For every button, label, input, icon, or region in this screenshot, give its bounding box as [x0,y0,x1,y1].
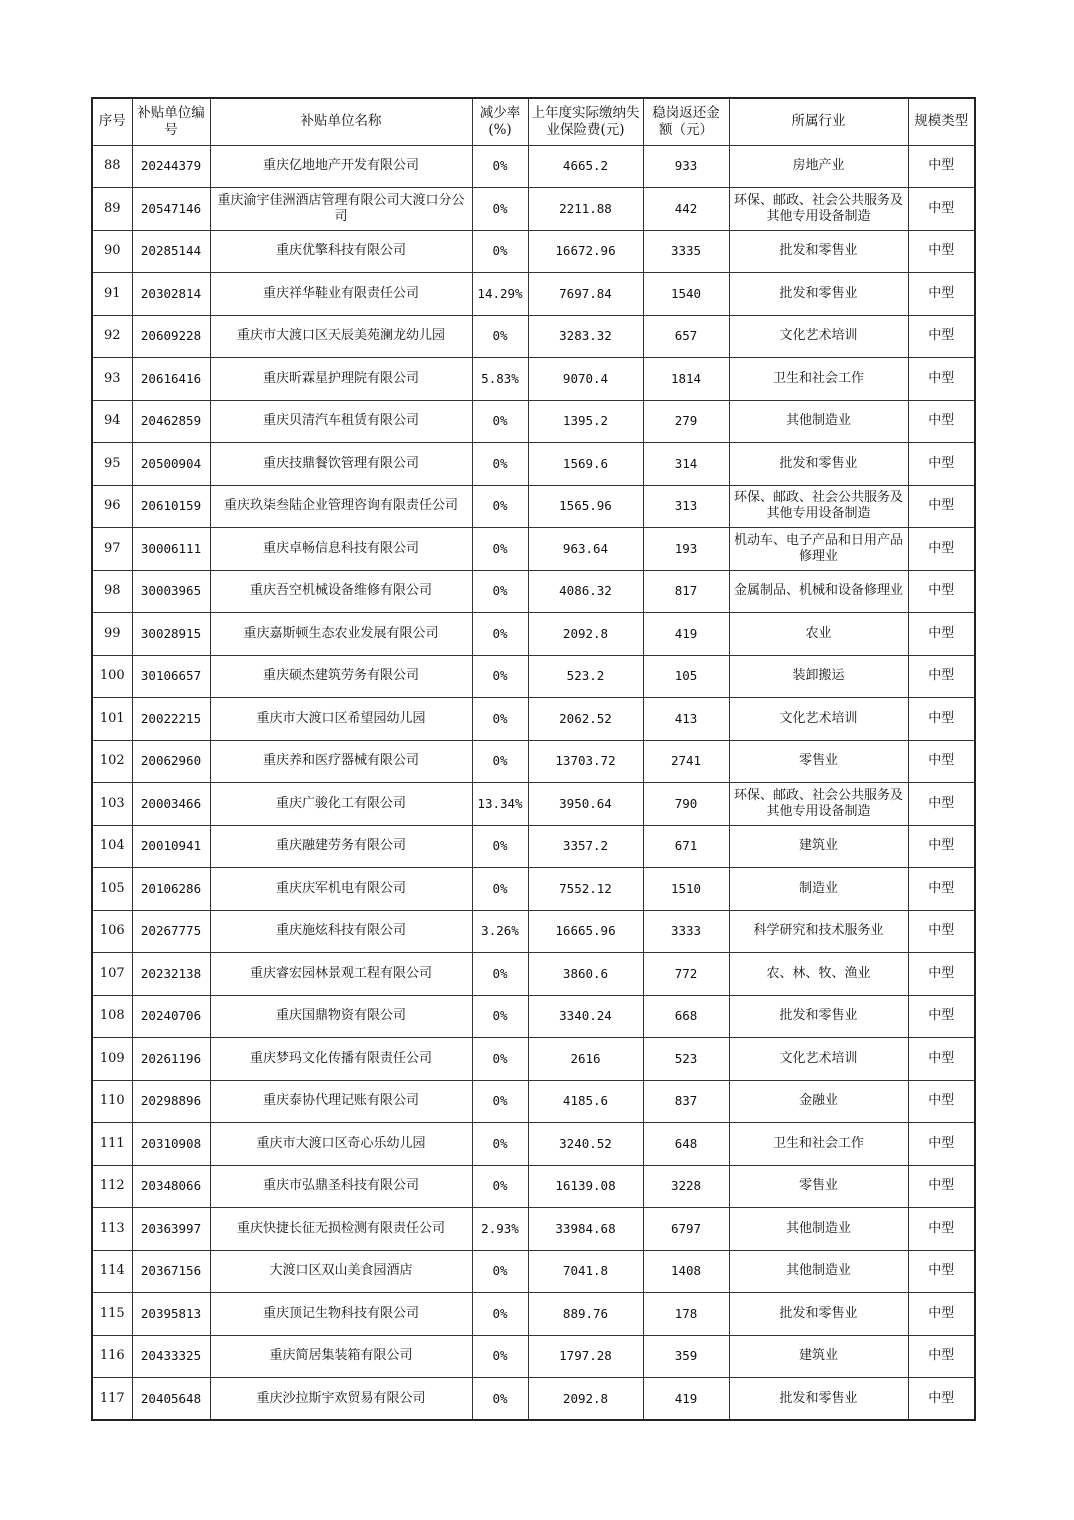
seq-cell: 97 [92,528,132,571]
table-row [92,1293,975,1336]
rate-cell: 0% [472,188,528,231]
code-cell: 30003965 [132,570,210,613]
industry-cell: 批发和零售业 [729,230,908,273]
industry-cell: 其他制造业 [729,400,908,443]
header-refund: 稳岗返还金额（元） [643,98,729,145]
code-cell: 20462859 [132,400,210,443]
industry-cell: 环保、邮政、社会公共服务及其他专用设备制造 [729,188,908,231]
name-cell: 重庆施炫科技有限公司 [210,910,472,953]
industry-cell: 文化艺术培训 [729,698,908,741]
header-seq: 序号 [92,98,132,145]
fee-cell: 16665.96 [528,910,643,953]
refund-cell: 359 [643,1335,729,1378]
refund-cell: 817 [643,570,729,613]
header-row [92,98,975,145]
scale-cell: 中型 [908,655,975,698]
rate-cell: 0% [472,1378,528,1421]
fee-cell: 889.76 [528,1293,643,1336]
code-cell: 20616416 [132,358,210,401]
rate-cell: 0% [472,868,528,911]
refund-cell: 772 [643,953,729,996]
code-cell: 20022215 [132,698,210,741]
industry-cell: 文化艺术培训 [729,1038,908,1081]
refund-cell: 1814 [643,358,729,401]
code-cell: 20405648 [132,1378,210,1421]
code-cell: 20367156 [132,1250,210,1293]
industry-cell: 其他制造业 [729,1208,908,1251]
name-cell: 重庆亿地地产开发有限公司 [210,145,472,188]
table-row [92,1335,975,1378]
rate-cell: 13.34% [472,783,528,826]
rate-cell: 0% [472,825,528,868]
name-cell: 重庆市大渡口区希望园幼儿园 [210,698,472,741]
industry-cell: 科学研究和技术服务业 [729,910,908,953]
refund-cell: 1408 [643,1250,729,1293]
table-row [92,1123,975,1166]
fee-cell: 3340.24 [528,995,643,1038]
rate-cell: 0% [472,443,528,486]
code-cell: 30006111 [132,528,210,571]
refund-cell: 668 [643,995,729,1038]
fee-cell: 7041.8 [528,1250,643,1293]
rate-cell: 2.93% [472,1208,528,1251]
fee-cell: 2092.8 [528,613,643,656]
seq-cell: 93 [92,358,132,401]
seq-cell: 110 [92,1080,132,1123]
table-row [92,740,975,783]
table-row [92,613,975,656]
name-cell: 重庆吾空机械设备维修有限公司 [210,570,472,613]
table-row [92,1038,975,1081]
scale-cell: 中型 [908,528,975,571]
code-cell: 30028915 [132,613,210,656]
table-row [92,910,975,953]
name-cell: 重庆市弘鼎圣科技有限公司 [210,1165,472,1208]
refund-cell: 671 [643,825,729,868]
industry-cell: 农业 [729,613,908,656]
table-row [92,1080,975,1123]
industry-cell: 批发和零售业 [729,443,908,486]
code-cell: 20244379 [132,145,210,188]
code-cell: 20609228 [132,315,210,358]
fee-cell: 4185.6 [528,1080,643,1123]
industry-cell: 批发和零售业 [729,1378,908,1421]
name-cell: 重庆昕霖星护理院有限公司 [210,358,472,401]
industry-cell: 机动车、电子产品和日用产品修理业 [729,528,908,571]
code-cell: 20500904 [132,443,210,486]
name-cell: 重庆融建劳务有限公司 [210,825,472,868]
seq-cell: 115 [92,1293,132,1336]
seq-cell: 114 [92,1250,132,1293]
industry-cell: 金融业 [729,1080,908,1123]
industry-cell: 农、林、牧、渔业 [729,953,908,996]
seq-cell: 88 [92,145,132,188]
scale-cell: 中型 [908,570,975,613]
scale-cell: 中型 [908,995,975,1038]
rate-cell: 0% [472,1038,528,1081]
refund-cell: 3228 [643,1165,729,1208]
scale-cell: 中型 [908,783,975,826]
fee-cell: 33984.68 [528,1208,643,1251]
seq-cell: 106 [92,910,132,953]
refund-cell: 3333 [643,910,729,953]
industry-cell: 零售业 [729,1165,908,1208]
table-row [92,825,975,868]
scale-cell: 中型 [908,1208,975,1251]
table-row [92,400,975,443]
rate-cell: 0% [472,485,528,528]
refund-cell: 837 [643,1080,729,1123]
table-row [92,1208,975,1251]
name-cell: 重庆优擎科技有限公司 [210,230,472,273]
name-cell: 重庆硕杰建筑劳务有限公司 [210,655,472,698]
refund-cell: 105 [643,655,729,698]
industry-cell: 文化艺术培训 [729,315,908,358]
fee-cell: 1395.2 [528,400,643,443]
scale-cell: 中型 [908,1080,975,1123]
rate-cell: 3.26% [472,910,528,953]
code-cell: 20363997 [132,1208,210,1251]
table-row [92,868,975,911]
scale-cell: 中型 [908,145,975,188]
table-row [92,443,975,486]
fee-cell: 2616 [528,1038,643,1081]
header-code: 补贴单位编号 [132,98,210,145]
name-cell: 重庆广骏化工有限公司 [210,783,472,826]
code-cell: 20610159 [132,485,210,528]
seq-cell: 109 [92,1038,132,1081]
seq-cell: 102 [92,740,132,783]
scale-cell: 中型 [908,698,975,741]
seq-cell: 91 [92,273,132,316]
scale-cell: 中型 [908,910,975,953]
table-row [92,273,975,316]
refund-cell: 413 [643,698,729,741]
scale-cell: 中型 [908,188,975,231]
name-cell: 重庆市大渡口区天辰美苑澜龙幼儿园 [210,315,472,358]
fee-cell: 4665.2 [528,145,643,188]
industry-cell: 建筑业 [729,825,908,868]
industry-cell: 制造业 [729,868,908,911]
refund-cell: 657 [643,315,729,358]
header-fee: 上年度实际缴纳失业保险费(元) [528,98,643,145]
table-row [92,528,975,571]
industry-cell: 卫生和社会工作 [729,358,908,401]
rate-cell: 5.83% [472,358,528,401]
rate-cell: 0% [472,613,528,656]
scale-cell: 中型 [908,1293,975,1336]
refund-cell: 1510 [643,868,729,911]
scale-cell: 中型 [908,613,975,656]
table-body [92,145,975,1420]
industry-cell: 其他制造业 [729,1250,908,1293]
name-cell: 重庆渝宇佳洲酒店管理有限公司大渡口分公司 [210,188,472,231]
fee-cell: 1565.96 [528,485,643,528]
name-cell: 重庆国鼎物资有限公司 [210,995,472,1038]
table-row [92,570,975,613]
name-cell: 重庆庆军机电有限公司 [210,868,472,911]
refund-cell: 2741 [643,740,729,783]
industry-cell: 环保、邮政、社会公共服务及其他专用设备制造 [729,485,908,528]
name-cell: 重庆养和医疗器械有限公司 [210,740,472,783]
table-row [92,1378,975,1421]
refund-cell: 419 [643,613,729,656]
rate-cell: 0% [472,1293,528,1336]
scale-cell: 中型 [908,868,975,911]
seq-cell: 99 [92,613,132,656]
seq-cell: 92 [92,315,132,358]
fee-cell: 523.2 [528,655,643,698]
rate-cell: 0% [472,740,528,783]
fee-cell: 4086.32 [528,570,643,613]
fee-cell: 9070.4 [528,358,643,401]
code-cell: 20395813 [132,1293,210,1336]
table-row [92,1165,975,1208]
table-row [92,783,975,826]
code-cell: 20261196 [132,1038,210,1081]
code-cell: 20298896 [132,1080,210,1123]
seq-cell: 89 [92,188,132,231]
refund-cell: 313 [643,485,729,528]
rate-cell: 0% [472,655,528,698]
refund-cell: 314 [643,443,729,486]
name-cell: 重庆卓畅信息科技有限公司 [210,528,472,571]
name-cell: 重庆沙拉斯宇欢贸易有限公司 [210,1378,472,1421]
fee-cell: 16672.96 [528,230,643,273]
table-row [92,655,975,698]
code-cell: 20310908 [132,1123,210,1166]
scale-cell: 中型 [908,273,975,316]
seq-cell: 98 [92,570,132,613]
fee-cell: 1569.6 [528,443,643,486]
name-cell: 重庆贝清汽车租赁有限公司 [210,400,472,443]
refund-cell: 523 [643,1038,729,1081]
seq-cell: 112 [92,1165,132,1208]
name-cell: 重庆泰协代理记账有限公司 [210,1080,472,1123]
name-cell: 重庆玖柒叁陆企业管理咨询有限责任公司 [210,485,472,528]
scale-cell: 中型 [908,1123,975,1166]
fee-cell: 3283.32 [528,315,643,358]
refund-cell: 790 [643,783,729,826]
name-cell: 大渡口区双山美食园酒店 [210,1250,472,1293]
seq-cell: 105 [92,868,132,911]
name-cell: 重庆睿宏园林景观工程有限公司 [210,953,472,996]
code-cell: 20547146 [132,188,210,231]
industry-cell: 房地产业 [729,145,908,188]
rate-cell: 0% [472,1080,528,1123]
scale-cell: 中型 [908,740,975,783]
refund-cell: 279 [643,400,729,443]
name-cell: 重庆祥华鞋业有限责任公司 [210,273,472,316]
seq-cell: 116 [92,1335,132,1378]
code-cell: 20433325 [132,1335,210,1378]
seq-cell: 104 [92,825,132,868]
header-industry: 所属行业 [729,98,908,145]
refund-cell: 3335 [643,230,729,273]
refund-cell: 648 [643,1123,729,1166]
fee-cell: 3950.64 [528,783,643,826]
scale-cell: 中型 [908,1250,975,1293]
table-row [92,485,975,528]
fee-cell: 3860.6 [528,953,643,996]
code-cell: 20062960 [132,740,210,783]
fee-cell: 1797.28 [528,1335,643,1378]
table-row [92,188,975,231]
code-cell: 20010941 [132,825,210,868]
table-row [92,315,975,358]
name-cell: 重庆简居集装箱有限公司 [210,1335,472,1378]
rate-cell: 0% [472,1250,528,1293]
seq-cell: 101 [92,698,132,741]
code-cell: 20106286 [132,868,210,911]
code-cell: 20240706 [132,995,210,1038]
table-row [92,145,975,188]
refund-cell: 933 [643,145,729,188]
refund-cell: 6797 [643,1208,729,1251]
rate-cell: 0% [472,570,528,613]
name-cell: 重庆嘉斯顿生态农业发展有限公司 [210,613,472,656]
table-row [92,953,975,996]
seq-cell: 96 [92,485,132,528]
table-row [92,230,975,273]
rate-cell: 0% [472,315,528,358]
seq-cell: 95 [92,443,132,486]
code-cell: 20232138 [132,953,210,996]
fee-cell: 963.64 [528,528,643,571]
header-rate: 减少率(%) [472,98,528,145]
header-scale: 规模类型 [908,98,975,145]
table-row [92,698,975,741]
code-cell: 20285144 [132,230,210,273]
scale-cell: 中型 [908,953,975,996]
fee-cell: 7552.12 [528,868,643,911]
fee-cell: 3357.2 [528,825,643,868]
table-row [92,995,975,1038]
table-row [92,358,975,401]
name-cell: 重庆快捷长征无损检测有限责任公司 [210,1208,472,1251]
scale-cell: 中型 [908,1165,975,1208]
seq-cell: 111 [92,1123,132,1166]
name-cell: 重庆顶记生物科技有限公司 [210,1293,472,1336]
refund-cell: 419 [643,1378,729,1421]
name-cell: 重庆技鼎餐饮管理有限公司 [210,443,472,486]
rate-cell: 0% [472,995,528,1038]
industry-cell: 建筑业 [729,1335,908,1378]
rate-cell: 0% [472,528,528,571]
seq-cell: 90 [92,230,132,273]
industry-cell: 金属制品、机械和设备修理业 [729,570,908,613]
seq-cell: 108 [92,995,132,1038]
fee-cell: 3240.52 [528,1123,643,1166]
rate-cell: 0% [472,1165,528,1208]
seq-cell: 113 [92,1208,132,1251]
fee-cell: 2211.88 [528,188,643,231]
rate-cell: 0% [472,145,528,188]
seq-cell: 94 [92,400,132,443]
fee-cell: 13703.72 [528,740,643,783]
scale-cell: 中型 [908,1378,975,1421]
fee-cell: 2092.8 [528,1378,643,1421]
industry-cell: 批发和零售业 [729,1293,908,1336]
code-cell: 30106657 [132,655,210,698]
rate-cell: 0% [472,230,528,273]
scale-cell: 中型 [908,1038,975,1081]
seq-cell: 100 [92,655,132,698]
industry-cell: 环保、邮政、社会公共服务及其他专用设备制造 [729,783,908,826]
code-cell: 20003466 [132,783,210,826]
code-cell: 20267775 [132,910,210,953]
fee-cell: 16139.08 [528,1165,643,1208]
rate-cell: 0% [472,1123,528,1166]
scale-cell: 中型 [908,443,975,486]
refund-cell: 193 [643,528,729,571]
name-cell: 重庆梦玛文化传播有限责任公司 [210,1038,472,1081]
refund-cell: 442 [643,188,729,231]
fee-cell: 2062.52 [528,698,643,741]
industry-cell: 零售业 [729,740,908,783]
rate-cell: 0% [472,698,528,741]
scale-cell: 中型 [908,358,975,401]
code-cell: 20302814 [132,273,210,316]
seq-cell: 103 [92,783,132,826]
industry-cell: 批发和零售业 [729,273,908,316]
refund-cell: 1540 [643,273,729,316]
scale-cell: 中型 [908,400,975,443]
rate-cell: 0% [472,953,528,996]
refund-cell: 178 [643,1293,729,1336]
seq-cell: 117 [92,1378,132,1421]
header-name: 补贴单位名称 [210,98,472,145]
subsidy-table [91,97,976,1421]
scale-cell: 中型 [908,485,975,528]
rate-cell: 0% [472,400,528,443]
name-cell: 重庆市大渡口区奇心乐幼儿园 [210,1123,472,1166]
industry-cell: 装卸搬运 [729,655,908,698]
industry-cell: 卫生和社会工作 [729,1123,908,1166]
table-header [92,98,975,145]
scale-cell: 中型 [908,230,975,273]
table-row [92,1250,975,1293]
scale-cell: 中型 [908,825,975,868]
code-cell: 20348066 [132,1165,210,1208]
seq-cell: 107 [92,953,132,996]
scale-cell: 中型 [908,1335,975,1378]
industry-cell: 批发和零售业 [729,995,908,1038]
rate-cell: 0% [472,1335,528,1378]
rate-cell: 14.29% [472,273,528,316]
fee-cell: 7697.84 [528,273,643,316]
scale-cell: 中型 [908,315,975,358]
